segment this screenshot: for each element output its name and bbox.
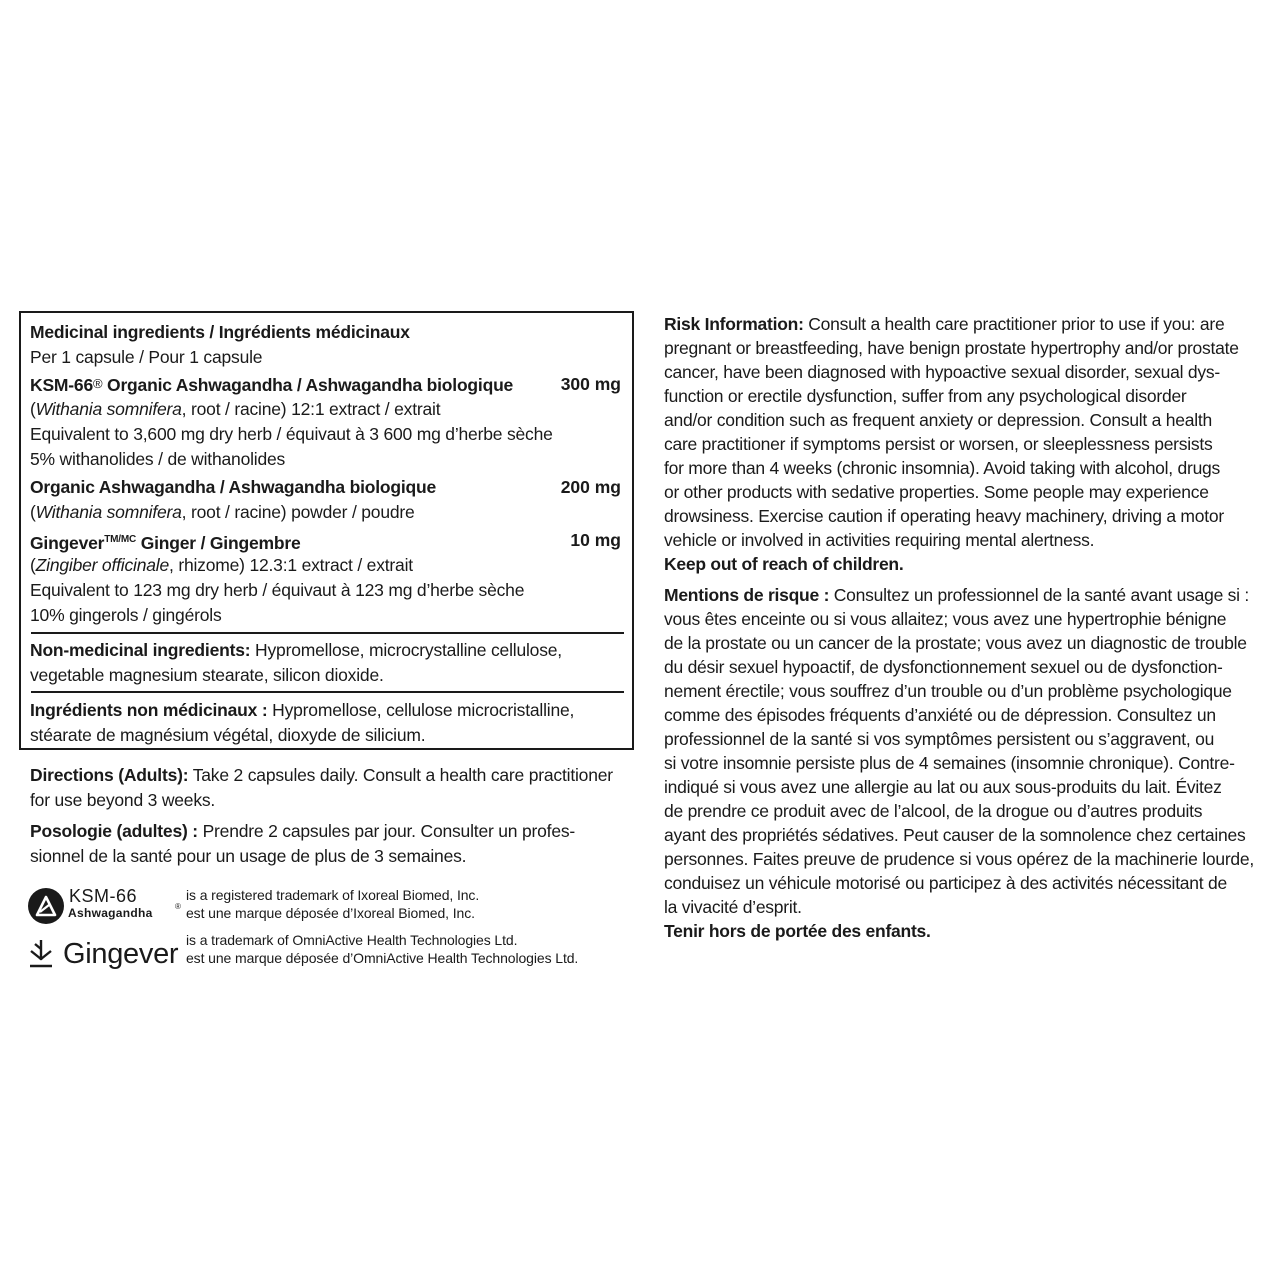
risk-en-text: care practitioner if symptoms persist or worsen, or sleeplessness persists — [664, 434, 1213, 454]
directions-fr-line1 — [30, 820, 575, 842]
risk-fr-text: de prendre ce produit avec de l’alcool, de la drogue ou d’autres produits — [664, 801, 1203, 821]
ingredient-ginger-standard: 10% gingerols / gingérols — [30, 605, 222, 625]
risk-fr-line — [664, 680, 1232, 702]
non-medicinal-fr-line1 — [30, 699, 574, 721]
non-medicinal-en-text: Hypromellose, microcrystalline cellulose, — [250, 640, 562, 660]
risk-fr-text: la vivacité d’esprit. — [664, 897, 802, 917]
gingever-logo-text: Gingever — [63, 938, 179, 970]
per-capsule-label: Per 1 capsule / Pour 1 capsule — [30, 347, 263, 367]
divider-rule — [31, 691, 624, 693]
ingredient-ksm66-amount: 300 mg — [560, 374, 621, 394]
directions-en-label: Directions (Adults): — [30, 765, 189, 785]
non-medicinal-en-line1 — [30, 639, 562, 661]
risk-en-line — [664, 337, 1239, 359]
ksm66-logo-reg: ® — [175, 902, 181, 911]
directions-en-line1 — [30, 764, 613, 786]
non-medicinal-fr-text: Hypromellose, cellulose microcristalline, — [267, 700, 575, 720]
directions-fr-line2: sionnel de la santé pour un usage de plus de 3 semaines. — [30, 846, 467, 866]
risk-en-text: and/or condition such as frequent anxiety or depression. Consult a health — [664, 410, 1212, 430]
risk-fr-text: de la prostate ou un cancer de la prostate; vous avez un diagnostic de trouble — [664, 633, 1247, 653]
gingever-trademark-fr: est une marque déposée d’OmniActive Health Technologies Ltd. — [186, 950, 579, 966]
risk-fr-line — [664, 656, 1223, 678]
risk-fr-line — [664, 848, 1254, 870]
risk-fr-text: ayant des propriétés sédatives. Peut causer de la somnolence chez certaines — [664, 825, 1246, 845]
risk-fr-line — [664, 872, 1227, 894]
risk-fr-text: Consultez un professionnel de la santé avant usage si : — [829, 585, 1250, 605]
risk-en-text: vehicle or involved in activities requiring mental alertness. — [664, 530, 1095, 550]
risk-fr-line — [664, 752, 1235, 774]
risk-fr-line — [664, 632, 1247, 654]
risk-fr-text: personnes. Faites preuve de prudence si vous opérez de la machinerie lourde, — [664, 849, 1254, 869]
risk-fr-warning: Tenir hors de portée des enfants. — [664, 921, 931, 941]
directions-fr-label: Posologie (adultes) : — [30, 821, 198, 841]
risk-en-label: Risk Information: — [664, 314, 804, 334]
risk-fr-line — [664, 800, 1202, 822]
ksm66-trademark-en: is a registered trademark of Ixoreal Biomed, Inc. — [186, 887, 480, 903]
non-medicinal-en-line2: vegetable magnesium stearate, silicon dioxide. — [30, 665, 384, 685]
ginger-source-rest: , rhizome) 12.3:1 extract / extrait — [169, 555, 413, 575]
directions-fr-text: Prendre 2 capsules par jour. Consulter un profes- — [197, 821, 576, 841]
risk-fr-text: vous êtes enceinte ou si vous allaitez; vous avez une hypertrophie bénigne — [664, 609, 1227, 629]
risk-fr-text: du désir sexuel hypoactif, de dysfonctionnement sexuel ou de dysfonction- — [664, 657, 1223, 677]
non-medicinal-fr-line2: stéarate de magnésium végétal, dioxyde de silicium. — [30, 725, 426, 745]
ingredient-ashwagandha-amount: 200 mg — [560, 477, 621, 497]
ksm66-logo-text: KSM-66 — [69, 886, 138, 906]
risk-fr-line — [664, 728, 1214, 750]
risk-en-text: pregnant or breastfeeding, have benign prostate hypertrophy and/or prostate — [664, 338, 1239, 358]
ksm66-trademark-fr: est une marque déposée d’Ixoreal Biomed, Inc. — [186, 905, 475, 921]
risk-fr-line — [664, 704, 1216, 726]
ingredient-ksm66-source: (Withania somnifera, root / racine) 12:1 extract / extrait — [30, 399, 441, 419]
risk-en-warning: Keep out of reach of children. — [664, 554, 904, 574]
directions-en-line2: for use beyond 3 weeks. — [30, 790, 216, 810]
medicinal-ingredients-box — [19, 311, 634, 750]
registered-mark: ® — [92, 376, 103, 391]
risk-fr-line — [664, 776, 1222, 798]
ksm66-latin-name: Withania somnifera — [35, 399, 182, 419]
ksm66-source-rest: , root / racine) 12:1 extract / extrait — [181, 399, 441, 419]
risk-fr-text: comme des épisodes fréquents d’anxiété ou de dépression. Consultez un — [664, 705, 1216, 725]
ingredient-ginger-source: (Zingiber officinale, rhizome) 12.3:1 extract / extrait — [30, 555, 413, 575]
risk-fr-line — [664, 608, 1226, 630]
risk-en-text: for more than 4 weeks (chronic insomnia). Avoid taking with alcohol, drugs — [664, 458, 1221, 478]
ginger-name-rest: Ginger / Gingembre — [136, 533, 301, 553]
risk-en-line — [664, 313, 1224, 335]
risk-en-line — [664, 481, 1209, 503]
risk-en-line — [664, 409, 1212, 431]
risk-fr-line — [664, 584, 1249, 606]
risk-fr-line — [664, 824, 1245, 846]
trademark-mark: TM/MC — [104, 534, 137, 545]
risk-fr-label: Mentions de risque : — [664, 585, 830, 605]
ginger-latin-name: Zingiber officinale — [35, 555, 169, 575]
divider-rule — [31, 632, 624, 634]
risk-en-line — [664, 361, 1220, 383]
non-medicinal-en-label: Non-medicinal ingredients: — [30, 640, 251, 660]
ingredient-ksm66-equivalent: Equivalent to 3,600 mg dry herb / équivaut à 3 600 mg d’herbe sèche — [30, 424, 553, 444]
gingever-brand: Gingever — [30, 533, 105, 553]
risk-fr-text: professionnel de la santé si vos symptômes persistent ou s’aggravent, ou — [664, 729, 1215, 749]
ingredient-ginger-amount: 10 mg — [570, 530, 621, 550]
risk-en-text: cancer, have been diagnosed with hypoactive sexual disorder, sexual dys- — [664, 362, 1220, 382]
risk-en-line — [664, 457, 1220, 479]
ingredients-header: Medicinal ingredients / Ingrédients médicinaux — [30, 322, 410, 342]
ingredient-ksm66-standard: 5% withanolides / de withanolides — [30, 449, 286, 469]
risk-en-text: or other products with sedative properties. Some people may experience — [664, 482, 1209, 502]
risk-fr-text: indiqué si vous avez une allergie au lat ou aux sous-produits du lait. Évitez — [664, 777, 1222, 797]
ashwagandha-latin-name: Withania somnifera — [35, 502, 182, 522]
risk-fr-line — [664, 896, 802, 918]
ksm66-logo-icon — [27, 887, 65, 925]
ksm66-brand: KSM-66 — [30, 375, 93, 395]
ingredient-ashwagandha-source: (Withania somnifera, root / racine) powder / poudre — [30, 502, 415, 522]
ingredient-ginger-equivalent: Equivalent to 123 mg dry herb / équivaut à 123 mg d’herbe sèche — [30, 580, 525, 600]
ksm66-logo-subtext: Ashwagandha — [68, 906, 153, 920]
ingredient-ginger-name — [30, 529, 300, 554]
gingever-trademark-en: is a trademark of OmniActive Health Technologies Ltd. — [186, 932, 518, 948]
risk-en-text: function or erectile dysfunction, suffer from any psychological disorder — [664, 386, 1187, 406]
ingredient-ashwagandha-name: Organic Ashwagandha / Ashwagandha biologique — [30, 477, 437, 497]
risk-en-line — [664, 433, 1213, 455]
risk-en-line — [664, 385, 1187, 407]
directions-en-text: Take 2 capsules daily. Consult a health care practitioner — [188, 765, 613, 785]
risk-en-text: Consult a health care practitioner prior to use if you: are — [803, 314, 1225, 334]
risk-fr-text: conduisez un véhicule motorisé ou participez à des activités nécessitant de — [664, 873, 1227, 893]
risk-en-text: drowsiness. Exercise caution if operating heavy machinery, driving a motor — [664, 506, 1224, 526]
risk-fr-text: si votre insomnie persiste plus de 4 semaines (insomnie chronique). Contre- — [664, 753, 1235, 773]
gingever-leaf-icon — [28, 938, 54, 970]
ashwagandha-source-rest: , root / racine) powder / poudre — [181, 502, 415, 522]
ksm66-name-rest: Organic Ashwagandha / Ashwagandha biologique — [102, 375, 514, 395]
risk-fr-text: nement érectile; vous souffrez d’un trouble ou d’un problème psychologique — [664, 681, 1232, 701]
risk-en-line — [664, 505, 1224, 527]
risk-en-line — [664, 529, 1094, 551]
non-medicinal-fr-label: Ingrédients non médicinaux : — [30, 700, 268, 720]
ingredient-ksm66-name — [30, 373, 513, 396]
